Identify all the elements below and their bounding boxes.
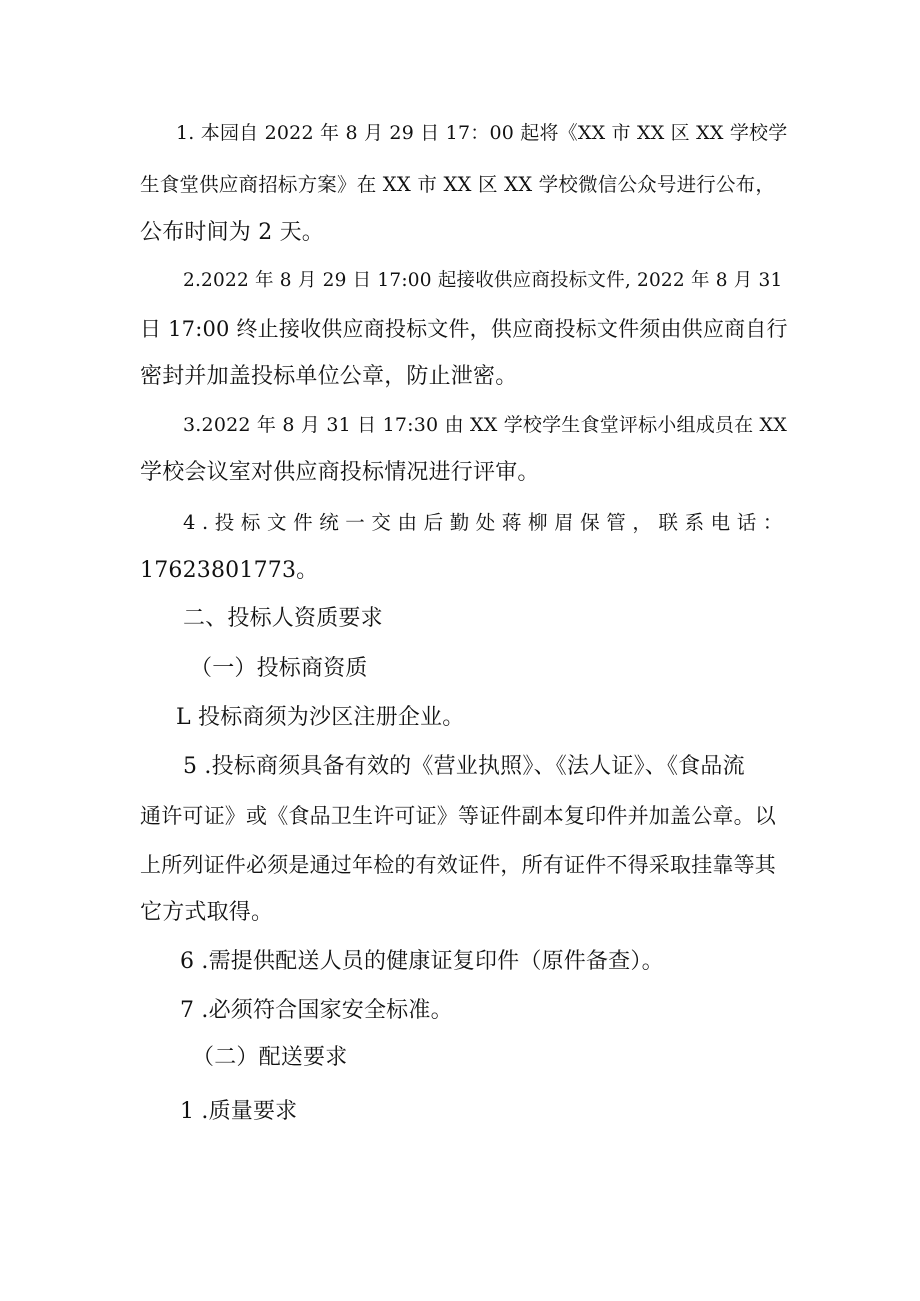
qual-item-5-line-2: 通许可证》或《食品卫生许可证》等证件副本复印件并加盖公章。以: [140, 804, 776, 828]
qual-item-7: 7 .必须符合国家安全标准。: [180, 998, 453, 1023]
para-3-line-2: 学校会议室对供应商投标情况进行评审。: [140, 460, 540, 485]
para-1-line-1: 1. 本园自 2022 年 8 月 29 日 17：00 起将《XX 市 XX 区 XX 学校学: [176, 122, 788, 144]
qual-item-5-line-4: 它方式取得。: [140, 900, 274, 925]
para-4-line-2: 17623801773。: [140, 558, 319, 583]
qual-item-5-line-1: 5 .投标商须具备有效的《营业执照》、《法人证》、《食品流: [183, 754, 745, 779]
para-1-line-3: 公布时间为 2 天。: [140, 220, 324, 245]
para-2-line-1: 2.2022 年 8 月 29 日 17:00 起接收供应商投标文件, 2022 年 8 月 31: [183, 270, 783, 291]
qual-item-5-line-3: 上所列证件必须是通过年检的有效证件，所有证件不得采取挂靠等其: [140, 853, 776, 877]
para-4-line-1: 4 . 投 标 文 件 统 一 交 由 后 勤 处 蒋 柳 眉 保 管 ， 联 系 电 话 ：: [183, 511, 783, 534]
para-2-line-3: 密封并加盖投标单位公章，防止泄密。: [140, 364, 518, 389]
subsection-heading-1: （一）投标商资质: [190, 656, 368, 681]
para-2-line-2: 日 17:00 终止接收供应商投标文件，供应商投标文件须由供应商自行: [140, 317, 788, 341]
para-3-line-1: 3.2022 年 8 月 31 日 17:30 由 XX 学校学生食堂评标小组成员在 XX: [183, 414, 788, 436]
para-1-line-2: 生食堂供应商招标方案》在 XX 市 XX 区 XX 学校微信公众号进行公布，: [140, 173, 776, 196]
qual-item-6: 6 .需提供配送人员的健康证复印件（原件备查）。: [180, 949, 664, 974]
subsection-heading-2: （二）配送要求: [192, 1045, 348, 1070]
delivery-item-1: 1 .质量要求: [180, 1099, 298, 1124]
section-heading-2: 二、投标人资质要求: [183, 606, 383, 631]
qual-item-1: L 投标商须为沙区注册企业。: [176, 705, 465, 730]
